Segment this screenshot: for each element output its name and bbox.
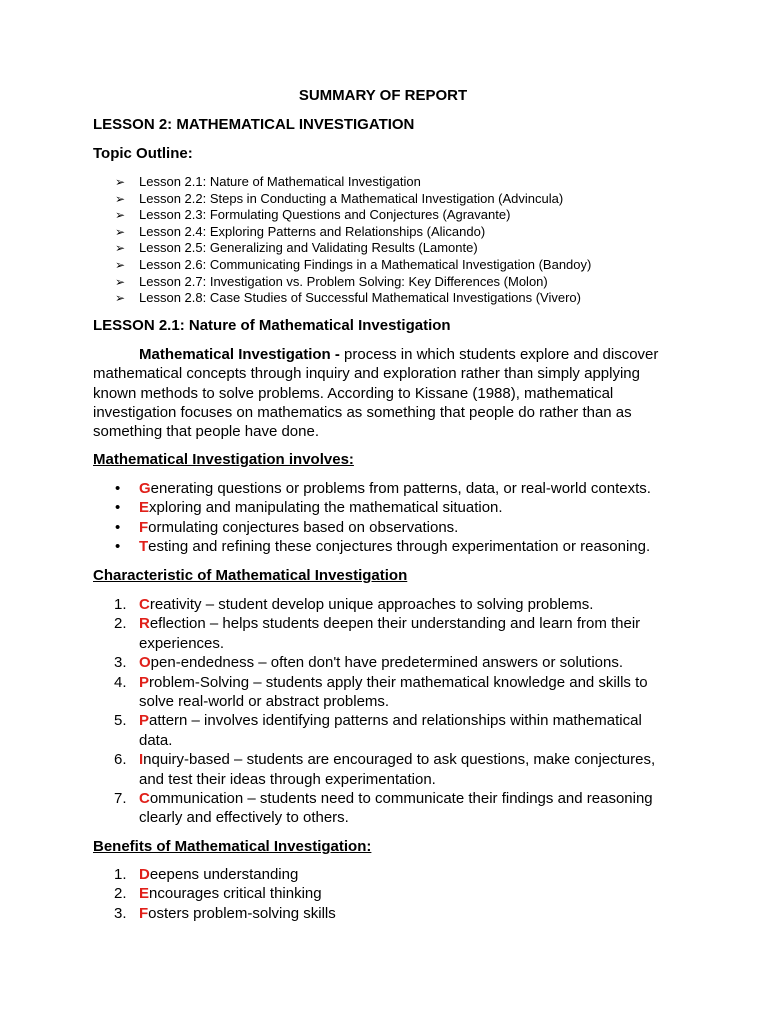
topic-outline-text: Lesson 2.1: Nature of Mathematical Investigation — [139, 174, 421, 189]
arrow-bullet-icon: ➢ — [115, 257, 126, 272]
item-text: eepens understanding — [149, 866, 299, 883]
characteristic-item — [93, 653, 678, 672]
initial-letter: G — [139, 480, 151, 497]
initial-letter: C — [139, 790, 150, 808]
item-text: eflection – helps students deepen their understanding and learn from their experiences. — [139, 615, 641, 652]
arrow-bullet-icon: ➢ — [115, 224, 126, 239]
bullet-icon: • — [115, 538, 121, 556]
characteristics-heading: Characteristic of Mathematical Investigation — [93, 567, 408, 584]
initial-letter: P — [139, 673, 150, 691]
item-text: osters problem-solving skills — [148, 904, 336, 922]
topic-outline-text: Lesson 2.4: Exploring Patterns and Relationships (Alicando) — [139, 223, 486, 239]
arrow-bullet-icon: ➢ — [115, 191, 126, 206]
item-number: 7. — [114, 790, 127, 808]
item-number: 5. — [114, 712, 127, 730]
item-number: 2. — [114, 615, 127, 633]
item-number: 3. — [114, 904, 127, 922]
topic-outline-item — [115, 174, 591, 191]
item-body — [139, 884, 678, 903]
characteristic-item — [93, 614, 678, 653]
item-body — [139, 904, 678, 923]
item-number: 1. — [114, 596, 127, 613]
topic-outline-item — [115, 240, 591, 257]
characteristic-item — [93, 711, 678, 750]
initial-letter: E — [139, 885, 150, 903]
topic-outline-text: Lesson 2.6: Communicating Findings in a Mathematical Investigation (Bandoy) — [139, 256, 592, 272]
benefit-item — [93, 865, 678, 884]
initial-letter: I — [139, 751, 144, 769]
initial-letter: C — [139, 596, 150, 613]
topic-outline-item — [115, 207, 591, 224]
arrow-bullet-icon: ➢ — [115, 208, 126, 223]
bullet-icon: • — [115, 499, 121, 517]
item-text: reativity – student develop unique approaches to solving problems. — [149, 596, 594, 613]
topic-outline-item — [115, 191, 591, 208]
topic-outline-text: Lesson 2.8: Case Studies of Successful Mathematical Investigations (Vivero) — [139, 290, 581, 306]
topic-outline-item — [115, 224, 591, 241]
item-body — [139, 789, 678, 828]
item-number: 6. — [114, 751, 127, 769]
item-number: 2. — [114, 885, 127, 903]
bullet-icon: • — [115, 518, 121, 536]
benefit-item — [93, 884, 678, 903]
item-text: roblem-Solving – students apply their mathematical knowledge and skills to solve real-world or abstract problems. — [139, 673, 648, 711]
item-text: nquiry-based – students are encouraged to ask questions, make conjectures, and test their ideas through experimentation. — [139, 751, 656, 788]
initial-letter: O — [139, 654, 151, 672]
characteristic-item — [93, 673, 678, 712]
lesson-2-1-heading: LESSON 2.1: Nature of Mathematical Investigation — [93, 317, 451, 334]
item-number: 1. — [114, 866, 127, 883]
initial-letter: D — [139, 866, 150, 883]
item-text: esting and refining these conjectures through experimentation or reasoning. — [148, 538, 651, 556]
item-text: ncourages critical thinking — [149, 885, 322, 903]
arrow-bullet-icon: ➢ — [115, 291, 126, 306]
item-number: 3. — [114, 654, 127, 672]
topic-outline-item — [115, 290, 591, 307]
document-title: SUMMARY OF REPORT — [298, 87, 468, 104]
item-text: attern – involves identifying patterns and relationships within mathematical data. — [139, 712, 642, 749]
lesson-heading: LESSON 2: MATHEMATICAL INVESTIGATION — [93, 116, 415, 133]
item-body — [139, 673, 678, 712]
initial-letter: E — [139, 499, 150, 517]
involves-item — [93, 479, 651, 498]
item-text: ormulating conjectures based on observations. — [148, 518, 459, 536]
definition-paragraph — [93, 345, 678, 441]
topic-outline-item — [115, 274, 591, 291]
item-number: 4. — [114, 673, 127, 691]
arrow-bullet-icon: ➢ — [115, 274, 126, 289]
characteristic-item — [93, 595, 678, 614]
characteristics-list — [93, 595, 678, 828]
item-body — [139, 653, 678, 672]
involves-heading: Mathematical Investigation involves: — [93, 451, 354, 468]
involves-item — [93, 498, 651, 517]
benefits-list — [93, 865, 678, 923]
item-text: ommunication – students need to communicate their findings and reasoning clearly and effectively to others. — [139, 790, 653, 827]
involves-item — [93, 537, 651, 556]
topic-outline-item — [115, 257, 591, 274]
topic-outline-text: Lesson 2.3: Formulating Questions and Conjectures (Agravante) — [139, 207, 511, 223]
bullet-icon: • — [115, 480, 121, 497]
item-text: enerating questions or problems from patterns, data, or real-world contexts. — [150, 480, 651, 497]
benefit-item — [93, 904, 678, 923]
definition-term: Mathematical Investigation - — [139, 346, 340, 363]
arrow-bullet-icon: ➢ — [115, 241, 126, 256]
arrow-bullet-icon: ➢ — [115, 175, 126, 189]
topic-outline-text: Lesson 2.2: Steps in Conducting a Mathematical Investigation (Advincula) — [139, 190, 564, 206]
initial-letter: F — [139, 904, 149, 922]
item-text: xploring and manipulating the mathematical situation. — [149, 499, 503, 517]
item-body — [139, 711, 678, 750]
item-body — [139, 614, 678, 653]
item-body — [139, 595, 678, 614]
initial-letter: F — [139, 518, 149, 536]
topic-outline-text: Lesson 2.7: Investigation vs. Problem Solving: Key Differences (Molon) — [139, 273, 548, 289]
initial-letter: P — [139, 712, 150, 730]
initial-letter: R — [139, 615, 150, 633]
topic-outline-heading: Topic Outline: — [93, 145, 193, 162]
item-body — [139, 750, 678, 789]
item-text: pen-endedness – often don't have predetermined answers or solutions. — [150, 654, 624, 672]
initial-letter: T — [139, 538, 149, 556]
characteristic-item — [93, 750, 678, 789]
benefits-heading: Benefits of Mathematical Investigation: — [93, 838, 372, 855]
involves-list — [93, 479, 651, 557]
topic-outline-list — [115, 174, 591, 307]
definition-text: process in which students explore and discover mathematical concepts through inquiry and exploration rather than simply applying known methods to solve problems. According to Kissane (1988), mathematical investigation focuses on mathematics as something that people do rather than as something that people have done. — [93, 346, 659, 441]
involves-item — [93, 518, 651, 537]
characteristic-item — [93, 789, 678, 828]
topic-outline-text: Lesson 2.5: Generalizing and Validating Results (Lamonte) — [139, 240, 478, 256]
item-body — [139, 865, 678, 884]
